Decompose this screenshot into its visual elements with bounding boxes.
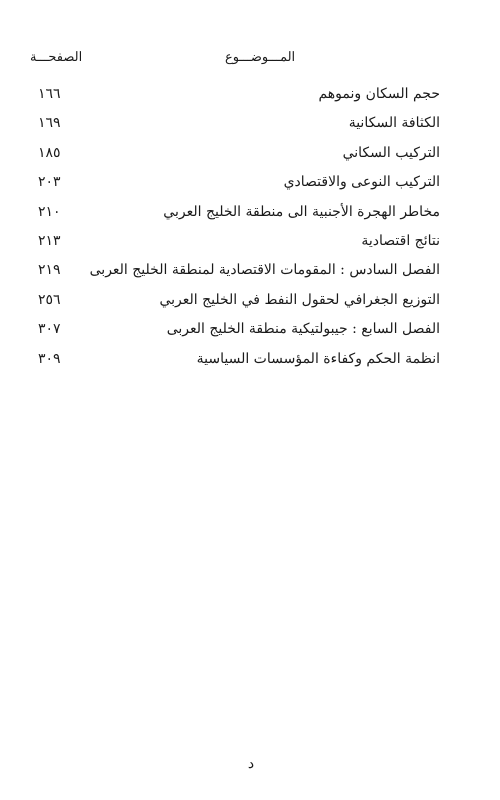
page-number-marker: د (247, 756, 255, 772)
toc-entry-title: الفصل السابع : جيبولتيكية منطقة الخليج العربى (166, 321, 440, 338)
toc-entry-title: الفصل السادس : المقومات الاقتصادية لمنطقة الخليج العربى (89, 262, 440, 279)
toc-entry-page: ٢٠٣ (38, 174, 61, 191)
toc-header (30, 50, 440, 72)
toc-entry-page: ٢١٣ (38, 232, 61, 249)
table-of-contents (30, 82, 440, 376)
toc-entry (30, 317, 440, 346)
toc-entry-title: التركيب النوعى والاقتصادي (283, 174, 440, 191)
toc-entry (30, 200, 440, 229)
page-column-header: الصفحـــة (30, 50, 83, 65)
toc-entry-title: انظمة الحكم وكفاءة المؤسسات السياسية (196, 350, 440, 367)
toc-entry (30, 111, 440, 140)
toc-entry-title: التركيب السكاني (342, 144, 440, 161)
toc-entry-page: ٣٠٩ (38, 350, 61, 367)
toc-entry (30, 141, 440, 170)
toc-entry-page: ١٨٥ (38, 144, 61, 161)
toc-entry (30, 288, 440, 317)
toc-entry-title: التوزيع الجغرافي لحقول النفط في الخليج العربي (159, 291, 440, 308)
toc-entry-page: ١٦٩ (38, 115, 61, 132)
toc-entry-title: مخاطر الهجرة الأجنبية الى منطقة الخليج العربي (163, 203, 440, 220)
toc-entry (30, 347, 440, 376)
toc-entry-page: ٣٠٧ (38, 321, 61, 338)
toc-entry-title: نتائج اقتصادية (361, 232, 440, 249)
toc-entry-title: حجم السكان ونموهم (318, 86, 440, 102)
toc-entry-page: ٢١٩ (38, 262, 61, 279)
toc-entry-page: ١٦٦ (38, 86, 61, 102)
toc-entry (30, 82, 440, 111)
toc-entry-page: ٢٥٦ (38, 291, 61, 308)
toc-entry (30, 258, 440, 287)
toc-entry (30, 170, 440, 199)
toc-entry-page: ٢١٠ (38, 203, 61, 220)
toc-entry-title: الكثافة السكانية (348, 115, 440, 132)
topic-column-header: المـــوضـــوع (225, 50, 296, 65)
toc-entry (30, 229, 440, 258)
